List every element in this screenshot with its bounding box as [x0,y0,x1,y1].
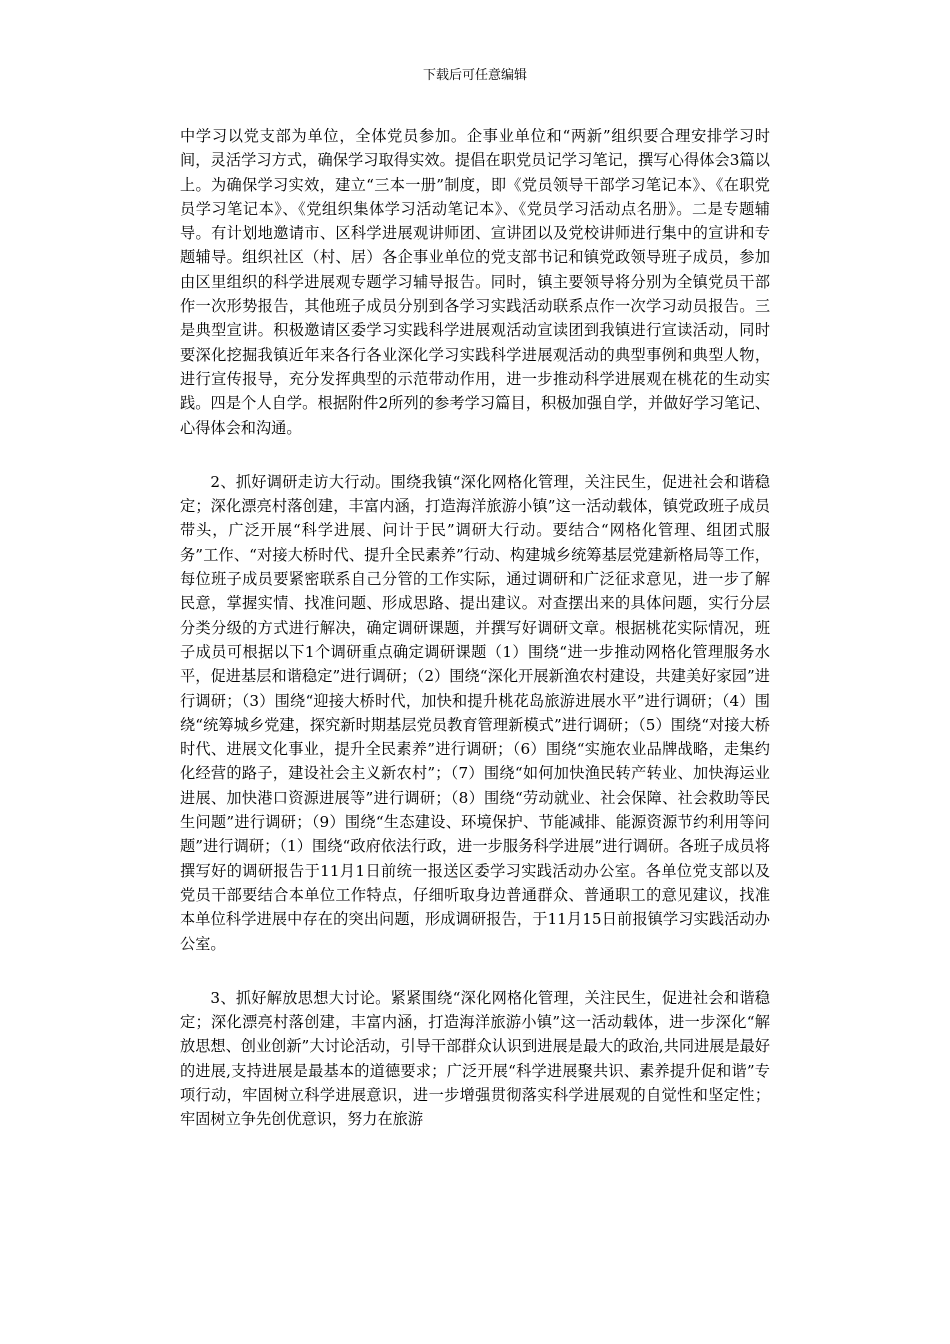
paragraph-research-visit: 2、抓好调研走访大行动。围绕我镇“深化网格化管理，关注民生，促进社会和谐稳定；深化漂亮村落创建，丰富内涵，打造海洋旅游小镇”这一活动载体，镇党政班子成员带头，广泛开展“科学进展、问计于民”调研大行动。要结合“网格化管理、组团式服务”工作、“对接大桥时代、提升全民素养”行动、构建城乡统筹基层党建新格局等工作，每位班子成员要紧密联系自己分管的工作实际，通过调研和广泛征求意见，进一步了解民意，掌握实情、找准问题、形成思路、提出建议。对查摆出来的具体问题，实行分层分类分级的方式进行解决，确定调研课题，并撰写好调研文章。根据桃花实际情况，班子成员可根据以下1个调研重点确定调研课题（1）围绕“进一步推动网格化管理服务水平，促进基层和谐稳定”进行调研；（2）围绕“深化开展新渔农村建设，共建美好家园”进行调研；（3）围绕“迎接大桥时代，加快和提升桃花岛旅游进展水平”进行调研；（4）围绕“统筹城乡党建，探究新时期基层党员教育管理新模式”进行调研；（5）围绕“对接大桥时代、进展文化事业，提升全民素养”进行调研；（6）围绕“实施农业品牌战略，走集约化经营的路子，建设社会主义新农村”；（7）围绕“如何加快渔民转产转业、加快海运业进展、加快港口资源进展等”进行调研；（8）围绕“劳动就业、社会保障、社会救助等民生问题”进行调研；（9）围绕“生态建设、环境保护、节能减排、能源资源节约利用等问题”进行调研；（1）围绕“政府依法行政，进一步服务科学进展”进行调研。各班子成员将撰写好的调研报告于11月1日前统一报送区委学习实践活动办公室。各单位党支部以及党员干部要结合本单位工作特点，仔细听取身边普通群众、普通职工的意见建议，找准本单位科学进展中存在的突出问题，形成调研报告，于11月15日前报镇学习实践活动办公室。 [180,472,770,953]
paragraph-study-arrangement: 中学习以党支部为单位，全体党员参加。企事业单位和“两新”组织要合理安排学习时间，灵活学习方式，确保学习取得实效。提倡在职党员记学习笔记，撰写心得体会3篇以上。为确保学习实效，建立“三本一册”制度，即《党员领导干部学习笔记本》、《在职党员学习笔记本》、《党组织集体学习活动笔记本》、《党员学习活动点名册》。二是专题辅导。有计划地邀请市、区科学进展观讲师团、宣讲团以及党校讲师进行集中的宣讲和专题辅导。组织社区（村、居）各企事业单位的党支部书记和镇党政领导班子成员，参加由区里组织的科学进展观专题学习辅导报告。同时，镇主要领导将分别为全镇党员干部作一次形势报告，其他班子成员分别到各学习实践活动联系点作一次学习动员报告。三是典型宣讲。积极邀请区委学习实践科学进展观活动宣读团到我镇进行宣读活动，同时要深化挖掘我镇近年来各行各业深化学习实践科学进展观活动的典型事例和典型人物，进行宣传报导，充分发挥典型的示范带动作用，进一步推动科学进展观在桃花的生动实践。四是个人自学。根据附件2所列的参考学习篇目，积极加强自学，并做好学习笔记、心得体会和沟通。 [180,127,770,437]
document-body [180,124,770,1132]
page-header: 下载后可任意编辑 [422,68,527,83]
paragraph-discussion: 3、抓好解放思想大讨论。紧紧围绕“深化网格化管理，关注民生，促进社会和谐稳定；深化漂亮村落创建，丰富内涵，打造海洋旅游小镇”这一活动载体，进一步深化“解放思想、创业创新”大讨论活动，引导干部群众认识到进展是最大的政治,共同进展是最好的进展,支持进展是最基本的道德要求；广泛开展“科学进展聚共识、素养提升促和谐”专项行动，牢固树立科学进展意识，进一步增强贯彻落实科学进展观的自觉性和坚定性；牢固树立争先创优意识，努力在旅游 [180,988,770,1129]
